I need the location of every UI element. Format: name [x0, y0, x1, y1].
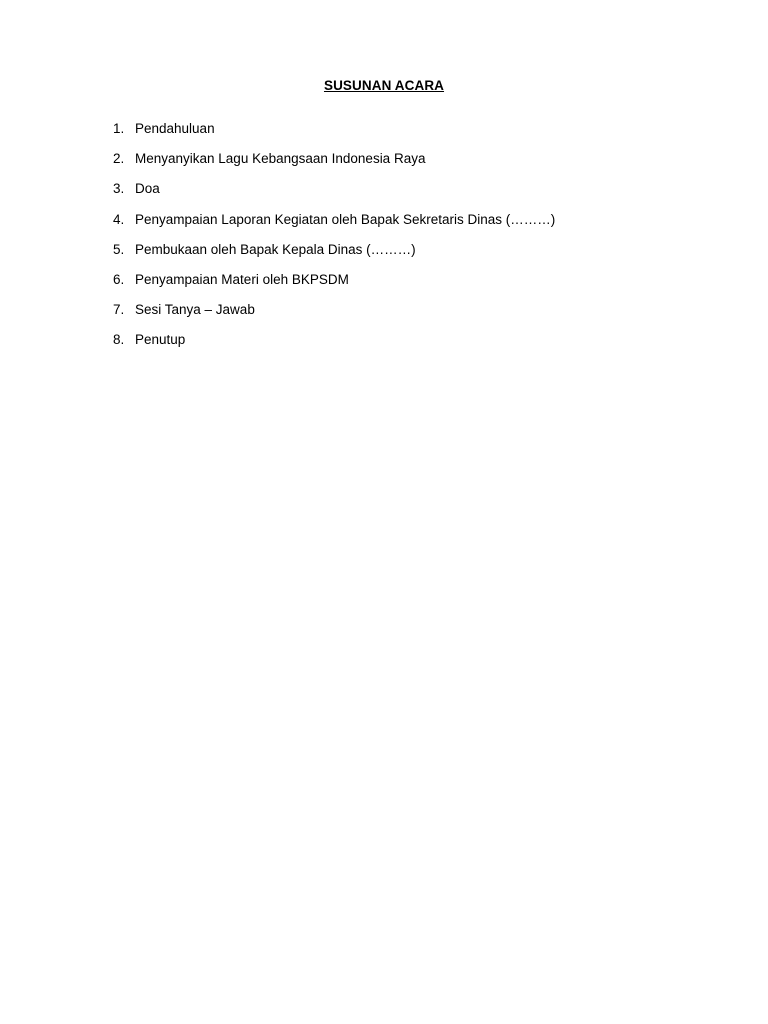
agenda-item: [113, 331, 555, 361]
agenda-item: [113, 211, 555, 241]
agenda-item-text: Penyampaian Materi oleh BKPSDM: [135, 271, 349, 287]
agenda-item-number: 6.: [113, 271, 125, 287]
agenda-item-number: 3.: [113, 181, 125, 197]
agenda-item: [113, 150, 555, 180]
agenda-item-text: Doa: [135, 181, 160, 197]
document-title: SUSUNAN ACARA: [323, 78, 445, 93]
agenda-item: [113, 301, 555, 331]
agenda-item: [113, 120, 555, 150]
agenda-item-number: 4.: [113, 211, 125, 227]
agenda-item-text: Pendahuluan: [135, 121, 215, 136]
agenda-item-text: Menyanyikan Lagu Kebangsaan Indonesia Raya: [135, 151, 426, 167]
agenda-item-text: Penyampaian Laporan Kegiatan oleh Bapak Sekretaris Dinas (………): [135, 211, 556, 227]
agenda-item-number: 8.: [113, 332, 125, 348]
agenda-item-number: 7.: [113, 302, 125, 318]
agenda-item-text: Penutup: [135, 332, 186, 348]
agenda-item: [113, 271, 555, 301]
agenda-list: [113, 120, 555, 362]
agenda-item: [113, 180, 555, 210]
agenda-item-number: 5.: [113, 241, 125, 257]
agenda-item-number: 1.: [113, 121, 125, 136]
agenda-item: [113, 241, 555, 271]
agenda-item-text: Sesi Tanya – Jawab: [135, 302, 255, 318]
agenda-item-text: Pembukaan oleh Bapak Kepala Dinas (………): [135, 241, 416, 257]
agenda-item-number: 2.: [113, 151, 125, 167]
